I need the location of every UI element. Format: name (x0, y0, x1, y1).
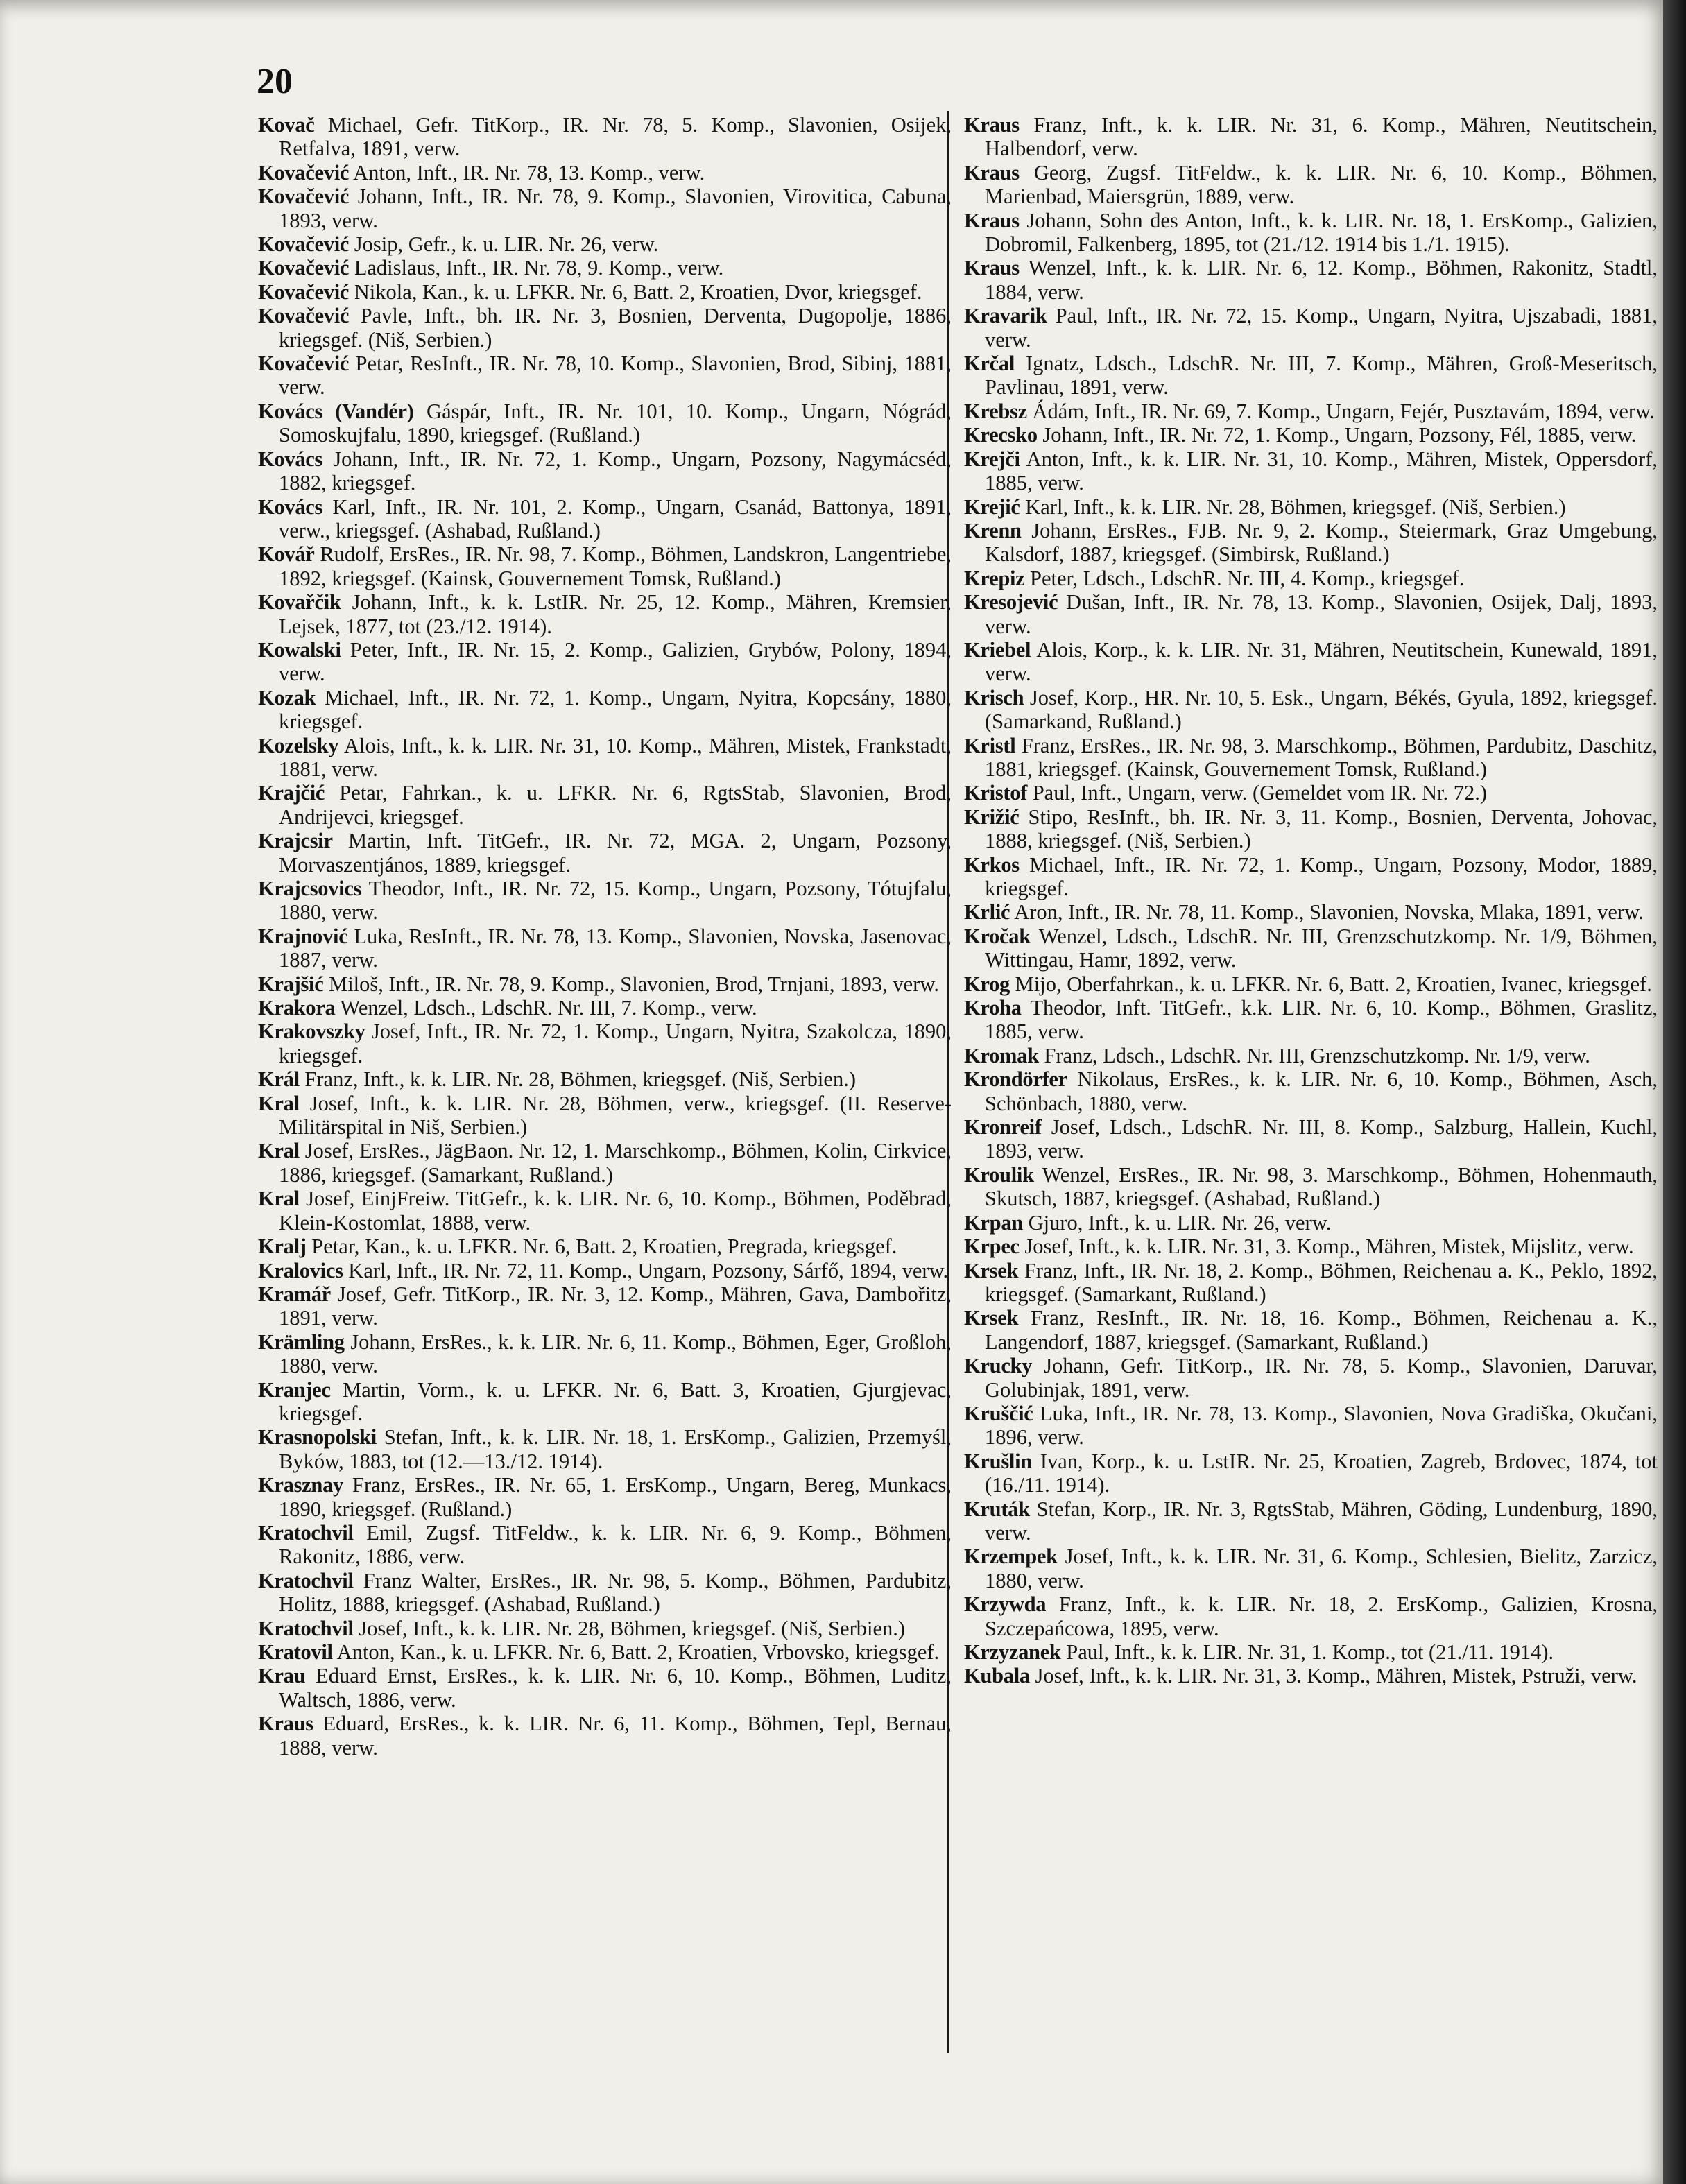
entry-details: Stipo, ResInft., bh. IR. Nr. 3, 11. Komp., Bosnien, Derventa, Johovac, 1888, kriegsgef. (Niš, Serbien.) (985, 805, 1658, 853)
list-entry (258, 1664, 952, 1712)
entry-surname: Kovačević (258, 232, 350, 257)
entry-surname: Kruščić (964, 1401, 1033, 1425)
entry-surname: Krenn (964, 518, 1022, 542)
entry-surname: Kovács (258, 495, 323, 519)
list-entry (964, 1115, 1658, 1163)
list-entry (258, 1235, 952, 1258)
list-entry (258, 1712, 952, 1760)
entry-surname: Krsek (964, 1258, 1019, 1282)
entry-details: Paul, Inft., k. k. LIR. Nr. 31, 1. Komp., tot (21./11. 1914). (1066, 1640, 1554, 1664)
entry-surname: Kratochvil (258, 1568, 354, 1592)
list-entry (258, 1378, 952, 1426)
entry-surname: Krajcsovics (258, 877, 362, 900)
entry-details: Franz, ErsRes., IR. Nr. 98, 3. Marschkomp., Böhmen, Pardubitz, Daschitz, 1881, kriegsgef. (Kainsk, Gouvernement Tomsk, Rußland.) (985, 733, 1658, 781)
entry-details: Johann, ErsRes., k. k. LIR. Nr. 6, 11. Komp., Böhmen, Eger, Großloh, 1880, verw. (279, 1330, 952, 1378)
entry-surname: Krejči (964, 447, 1020, 471)
entry-details: Josef, Ldsch., LdschR. Nr. III, 8. Komp., Salzburg, Hallein, Kuchl, 1893, verw. (985, 1115, 1658, 1163)
entry-details: Stefan, Korp., IR. Nr. 3, RgtsStab, Mähren, Göding, Lundenburg, 1890, verw. (985, 1497, 1658, 1545)
list-entry (258, 638, 952, 686)
entry-details: Peter, Inft., IR. Nr. 15, 2. Komp., Galizien, Grybów, Polony, 1894, verw. (279, 637, 952, 686)
entry-surname: Krucky (964, 1354, 1033, 1378)
entry-details: Mijo, Oberfahrkan., k. u. LFKR. Nr. 6, Batt. 2, Kroatien, Ivanec, kriegsgef. (1015, 972, 1652, 996)
list-entry (964, 1640, 1658, 1664)
entry-surname: Krisch (964, 685, 1024, 710)
entry-details: Johann, Inft., k. k. LstIR. Nr. 25, 12. Komp., Mähren, Kremsier, Lejsek, 1877, tot (23./12. 1914). (279, 590, 952, 638)
list-entry (964, 1163, 1658, 1211)
entry-details: Karl, Inft., IR. Nr. 101, 2. Komp., Ungarn, Csanád, Battonya, 1891, verw., kriegsgef. (Ashabad, Rußland.) (279, 495, 952, 542)
entry-details: Michael, Inft., IR. Nr. 72, 1. Komp., Ungarn, Nyitra, Kopcsány, 1880, kriegsgef. (279, 685, 952, 734)
list-entry (258, 1425, 952, 1473)
entry-surname: Kral (258, 1091, 300, 1115)
list-entry (258, 686, 952, 734)
entry-details: Johann, Inft., IR. Nr. 78, 9. Komp., Slavonien, Virovitica, Cabuna, 1893, verw. (279, 184, 952, 232)
entry-details: Josef, Inft., k. k. LIR. Nr. 31, 6. Komp., Schlesien, Bielitz, Zarzicz, 1880, verw. (985, 1545, 1658, 1592)
list-entry (258, 590, 952, 638)
list-entry (964, 996, 1658, 1044)
entry-details: Aron, Inft., IR. Nr. 78, 11. Komp., Slavonien, Novska, Mlaka, 1891, verw. (1014, 900, 1644, 925)
list-entry (964, 113, 1658, 161)
entry-details: Josef, Inft., k. k. LIR. Nr. 28, Böhmen, verw., kriegsgef. (II. Reserve-Militärspital in Niš, Serbien.) (279, 1091, 952, 1140)
entry-surname: Krasznay (258, 1473, 343, 1497)
list-entry (964, 925, 1658, 972)
entry-details: Ivan, Korp., k. u. LstIR. Nr. 25, Kroatien, Zagreb, Brdovec, 1874, tot (16./11. 1914). (985, 1449, 1658, 1497)
list-entry (964, 567, 1658, 590)
entry-details: Theodor, Inft., IR. Nr. 72, 15. Komp., Ungarn, Pozsony, Tótujfalu, 1880, verw. (279, 877, 952, 925)
list-entry (964, 590, 1658, 638)
entry-surname: Krakora (258, 996, 336, 1020)
list-entry (964, 256, 1658, 304)
entry-details: Wenzel, Inft., k. k. LIR. Nr. 6, 12. Komp., Böhmen, Rakonitz, Stadtl, 1884, verw. (985, 256, 1658, 304)
entry-details: Emil, Zugsf. TitFeldw., k. k. LIR. Nr. 6, 9. Komp., Böhmen, Rakonitz, 1886, verw. (279, 1520, 952, 1569)
list-entry (258, 113, 952, 161)
entry-surname: Kraus (964, 256, 1020, 280)
entry-surname: Kovács (Vandér) (258, 399, 414, 423)
list-entry (258, 1473, 952, 1521)
entry-surname: Krkos (964, 852, 1020, 877)
list-entry (964, 1259, 1658, 1307)
list-entry (258, 447, 952, 495)
list-entry (258, 256, 952, 280)
entry-surname: Kozelsky (258, 733, 339, 757)
right-column (964, 113, 1658, 1688)
entry-details: Luka, Inft., IR. Nr. 78, 13. Komp., Slavonien, Nova Gradiška, Okučani, 1896, verw. (985, 1401, 1658, 1450)
entry-details: Peter, Ldsch., LdschR. Nr. III, 4. Komp., kriegsgef. (1030, 566, 1465, 590)
list-entry (964, 1044, 1658, 1067)
entry-details: Josef, Inft., k. k. LIR. Nr. 31, 3. Komp., Mähren, Mistek, Pstruži, verw. (1035, 1664, 1637, 1688)
entry-details: Franz Walter, ErsRes., IR. Nr. 98, 5. Komp., Böhmen, Pardubitz, Holitz, 1888, kriegsgef. (Ashabad, Rußland.) (279, 1568, 952, 1617)
list-entry (964, 853, 1658, 901)
list-entry (964, 972, 1658, 996)
entry-surname: Kowalski (258, 637, 341, 662)
entry-details: Johann, Inft., IR. Nr. 72, 1. Komp., Ungarn, Pozsony, Nagymácséd, 1882, kriegsgef. (279, 447, 952, 495)
list-entry (258, 829, 952, 877)
entry-details: Pavle, Inft., bh. IR. Nr. 3, Bosnien, Derventa, Dugopolje, 1886, kriegsgef. (Niš, Serbien.) (279, 304, 952, 352)
entry-surname: Kročak (964, 924, 1031, 948)
list-entry (964, 734, 1658, 782)
entry-surname: Kralj (258, 1235, 307, 1259)
entry-details: Ladislaus, Inft., IR. Nr. 78, 9. Komp., verw. (354, 256, 724, 280)
list-entry (258, 877, 952, 925)
entry-details: Petar, Kan., k. u. LFKR. Nr. 6, Batt. 2, Kroatien, Pregrada, kriegsgef. (311, 1235, 897, 1259)
list-entry (964, 399, 1658, 423)
entry-surname: Kravarik (964, 304, 1047, 328)
entry-surname: Krepiz (964, 566, 1025, 590)
entry-details: Dušan, Inft., IR. Nr. 78, 13. Komp., Slavonien, Osijek, Dalj, 1893, verw. (985, 590, 1658, 638)
entry-surname: Kratovil (258, 1640, 333, 1664)
entry-surname: Kovačević (258, 304, 350, 328)
list-entry (258, 1092, 952, 1140)
entry-surname: Krajcsir (258, 829, 333, 853)
entry-details: Karl, Inft., k. k. LIR. Nr. 28, Böhmen, kriegsgef. (Niš, Serbien.) (1025, 495, 1566, 519)
entry-details: Anton, Inft., k. k. LIR. Nr. 31, 10. Komp., Mähren, Mistek, Oppersdorf, 1885, verw. (985, 447, 1658, 495)
entry-details: Wenzel, ErsRes., IR. Nr. 98, 3. Marschkomp., Böhmen, Hohenmauth, Skutsch, 1887, kriegsgef. (Ashabad, Rußland.) (985, 1162, 1658, 1211)
entry-details: Martin, Inft. TitGefr., IR. Nr. 72, MGA. 2, Ungarn, Pozsony, Morvaszentjános, 1889, kriegsgef. (279, 829, 952, 877)
entry-surname: Kovář (258, 542, 315, 567)
list-entry (258, 280, 952, 304)
list-entry (258, 734, 952, 782)
entry-surname: Kubala (964, 1664, 1030, 1688)
list-entry (964, 1354, 1658, 1402)
entry-surname: Kozak (258, 685, 316, 710)
list-entry (964, 495, 1658, 519)
list-entry (258, 304, 952, 352)
list-entry (258, 495, 952, 543)
entry-surname: Kovačević (258, 184, 350, 209)
list-entry (258, 1569, 952, 1617)
list-entry (258, 996, 952, 1020)
entry-surname: Kronreif (964, 1115, 1042, 1140)
entry-details: Stefan, Inft., k. k. LIR. Nr. 18, 1. ErsKomp., Galizien, Przemyśl, Byków, 1883, tot (12.—13./12. 1914). (279, 1425, 952, 1473)
list-entry (258, 184, 952, 232)
entry-surname: Krämling (258, 1330, 345, 1354)
entry-details: Josef, Inft., k. k. LIR. Nr. 31, 3. Komp., Mähren, Mistek, Mijslitz, verw. (1024, 1235, 1634, 1259)
entry-surname: Kratochvil (258, 1520, 354, 1545)
entry-surname: Kovačević (258, 256, 350, 280)
entry-surname: Kristl (964, 733, 1016, 757)
scan-edge-shadow (1663, 0, 1686, 2184)
entry-surname: Kralovics (258, 1258, 343, 1282)
list-entry (964, 304, 1658, 352)
list-entry (964, 423, 1658, 447)
list-entry (258, 1139, 952, 1187)
entry-details: Gjuro, Inft., k. u. LIR. Nr. 26, verw. (1028, 1210, 1332, 1235)
entry-details: Franz, Inft., k. k. LIR. Nr. 28, Böhmen, kriegsgef. (Niš, Serbien.) (304, 1067, 856, 1092)
entry-surname: Krondörfer (964, 1067, 1067, 1092)
entry-surname: Krzyzanek (964, 1640, 1061, 1664)
list-entry (258, 1282, 952, 1330)
list-entry (964, 447, 1658, 495)
list-entry (258, 232, 952, 256)
list-entry (258, 1187, 952, 1235)
list-entry (964, 1067, 1658, 1115)
entry-details: Theodor, Inft. TitGefr., k.k. LIR. Nr. 6, 10. Komp., Böhmen, Graslitz, 1885, verw. (985, 996, 1658, 1044)
entry-surname: Kraus (258, 1712, 313, 1736)
list-entry (258, 1259, 952, 1282)
entry-details: Luka, ResInft., IR. Nr. 78, 13. Komp., Slavonien, Novska, Jasenovac, 1887, verw. (279, 924, 952, 972)
entry-surname: Krpec (964, 1235, 1020, 1259)
list-entry (258, 1020, 952, 1067)
entry-details: Franz, Ldsch., LdschR. Nr. III, Grenzschutzkomp. Nr. 1/9, verw. (1044, 1043, 1590, 1067)
entry-details: Paul, Inft., Ungarn, verw. (Gemeldet vom IR. Nr. 72.) (1032, 781, 1488, 805)
entry-details: Franz, ErsRes., IR. Nr. 65, 1. ErsKomp., Ungarn, Bereg, Munkacs, 1890, kriegsgef. (Rußland.) (279, 1473, 952, 1521)
list-entry (258, 781, 952, 829)
entry-details: Miloš, Inft., IR. Nr. 78, 9. Komp., Slavonien, Brod, Trnjani, 1893, verw. (329, 972, 940, 996)
list-entry (964, 1402, 1658, 1450)
list-entry (258, 399, 952, 447)
list-entry (964, 519, 1658, 567)
entry-details: Johann, Inft., IR. Nr. 72, 1. Komp., Ungarn, Pozsony, Fél, 1885, verw. (1042, 423, 1637, 447)
entry-surname: Kraus (964, 160, 1020, 184)
entry-surname: Krog (964, 972, 1010, 996)
entry-surname: Kraus (964, 113, 1020, 137)
entry-surname: Kovačević (258, 160, 350, 184)
entry-details: Eduard Ernst, ErsRes., k. k. LIR. Nr. 6, 10. Komp., Böhmen, Luditz, Waltsch, 1886, verw. (279, 1664, 952, 1712)
entry-surname: Krčal (964, 352, 1015, 376)
entry-details: Johann, Sohn des Anton, Inft., k. k. LIR. Nr. 18, 1. ErsKomp., Galizien, Dobromil, Falkenberg, 1895, tot (21./12. 1914 bis 1./1. 1915). (985, 208, 1658, 257)
entry-surname: Kriebel (964, 637, 1031, 662)
list-entry (964, 1497, 1658, 1545)
entry-surname: Kruták (964, 1497, 1030, 1521)
list-entry (964, 1235, 1658, 1258)
entry-surname: Krzempek (964, 1545, 1058, 1569)
entry-details: Anton, Kan., k. u. LFKR. Nr. 6, Batt. 2, Kroatien, Vrbovsko, kriegsgef. (336, 1640, 940, 1664)
list-entry (964, 686, 1658, 734)
entry-details: Karl, Inft., IR. Nr. 72, 11. Komp., Ungarn, Pozsony, Sárfő, 1894, verw. (348, 1258, 949, 1282)
list-entry (258, 1617, 952, 1640)
entry-surname: Kratochvil (258, 1616, 354, 1640)
entry-surname: Kramář (258, 1282, 331, 1306)
entry-surname: Krzywda (964, 1592, 1047, 1617)
entry-details: Georg, Zugsf. TitFeldw., k. k. LIR. Nr. 6, 10. Komp., Böhmen, Marienbad, Maiersgrün, 1889, verw. (985, 160, 1658, 209)
list-entry (964, 1450, 1658, 1497)
entry-details: Nikola, Kan., k. u. LFKR. Nr. 6, Batt. 2, Kroatien, Dvor, kriegsgef. (354, 280, 922, 304)
entry-details: Franz, Inft., k. k. LIR. Nr. 18, 2. ErsKomp., Galizien, Krosna, Szczepańcowa, 1895, verw. (985, 1592, 1658, 1640)
entry-surname: Krušlin (964, 1449, 1032, 1473)
entry-surname: Krasnopolski (258, 1425, 377, 1450)
list-entry (258, 352, 952, 399)
entry-details: Rudolf, ErsRes., IR. Nr. 98, 7. Komp., Böhmen, Landskron, Langentriebe, 1892, kriegsgef. (Kainsk, Gouvernement Tomsk, Rußland.) (279, 542, 952, 590)
list-entry (964, 1592, 1658, 1640)
entry-surname: Kovačević (258, 280, 350, 304)
left-column (258, 113, 952, 1760)
entry-surname: Krebsz (964, 399, 1027, 423)
entry-details: Josef, Gefr. TitKorp., IR. Nr. 3, 12. Komp., Mähren, Gava, Dambořitz, 1891, verw. (279, 1282, 952, 1330)
entry-surname: Krajčić (258, 781, 325, 805)
entry-details: Nikolaus, ErsRes., k. k. LIR. Nr. 6, 10. Komp., Böhmen, Asch, Schönbach, 1880, verw. (985, 1067, 1658, 1115)
entry-surname: Krakovszky (258, 1020, 365, 1044)
list-entry (258, 542, 952, 590)
entry-surname: Krajšić (258, 972, 324, 996)
entry-details: Gáspár, Inft., IR. Nr. 101, 10. Komp., Ungarn, Nógrád, Somoskujfalu, 1890, kriegsgef. (Rußland.) (279, 399, 952, 447)
entry-details: Wenzel, Ldsch., LdschR. Nr. III, Grenzschutzkomp. Nr. 1/9, Böhmen, Wittingau, Hamr, 1892, verw. (985, 924, 1658, 972)
entry-details: Josef, Inft., k. k. LIR. Nr. 28, Böhmen, kriegsgef. (Niš, Serbien.) (359, 1616, 906, 1640)
entry-surname: Krau (258, 1664, 306, 1688)
entry-details: Josef, EinjFreiw. TitGefr., k. k. LIR. Nr. 6, 10. Komp., Böhmen, Poděbrad, Klein-Kostomlat, 1888, verw. (279, 1187, 952, 1235)
entry-details: Alois, Korp., k. k. LIR. Nr. 31, Mähren, Neutitschein, Kunewald, 1891, verw. (985, 637, 1658, 686)
entry-details: Johann, ErsRes., FJB. Nr. 9, 2. Komp., Steiermark, Graz Umgebung, Kalsdorf, 1887, kriegsgef. (Simbirsk, Rußland.) (985, 518, 1658, 567)
entry-surname: Kovačević (258, 352, 350, 376)
entry-surname: Krejić (964, 495, 1020, 519)
entry-surname: Kovač (258, 113, 315, 137)
entry-details: Josef, ErsRes., JägBaon. Nr. 12, 1. Marschkomp., Böhmen, Kolin, Cirkvice, 1886, kriegsgef. (Samarkant, Rußland.) (279, 1139, 952, 1187)
entry-surname: Kristof (964, 781, 1028, 805)
entry-details: Ignatz, Ldsch., LdschR. Nr. III, 7. Komp., Mähren, Groß-Meseritsch, Pavlinau, 1891, verw. (985, 352, 1658, 399)
entry-surname: Kroha (964, 996, 1022, 1020)
list-entry (964, 161, 1658, 209)
entry-surname: Král (258, 1067, 300, 1092)
entry-details: Eduard, ErsRes., k. k. LIR. Nr. 6, 11. Komp., Böhmen, Tepl, Bernau, 1888, verw. (279, 1712, 952, 1760)
list-entry (258, 972, 952, 996)
entry-surname: Križić (964, 805, 1020, 829)
list-entry (258, 925, 952, 972)
list-entry (964, 1664, 1658, 1687)
entry-details: Martin, Vorm., k. u. LFKR. Nr. 6, Batt. 3, Kroatien, Gjurgjevac, kriegsgef. (279, 1377, 952, 1425)
list-entry (258, 161, 952, 184)
entry-surname: Kral (258, 1187, 300, 1211)
entry-surname: Kral (258, 1139, 300, 1163)
entry-surname: Krlić (964, 900, 1010, 925)
entry-details: Josef, Inft., IR. Nr. 72, 1. Komp., Ungarn, Nyitra, Szakolcza, 1890, kriegsgef. (279, 1020, 952, 1067)
entry-surname: Krecsko (964, 423, 1038, 447)
entry-details: Paul, Inft., IR. Nr. 72, 15. Komp., Ungarn, Nyitra, Ujszabadi, 1881, verw. (985, 304, 1658, 352)
entry-details: Franz, ResInft., IR. Nr. 18, 16. Komp., Böhmen, Reichenau a. K., Langendorf, 1887, kriegsgef. (Samarkant, Rußland.) (985, 1306, 1658, 1354)
list-entry (964, 352, 1658, 399)
entry-surname: Kranjec (258, 1377, 331, 1402)
entry-surname: Krpan (964, 1210, 1023, 1235)
entry-surname: Kovařčik (258, 590, 341, 614)
list-entry (258, 1640, 952, 1664)
entry-details: Josef, Korp., HR. Nr. 10, 5. Esk., Ungarn, Békés, Gyula, 1892, kriegsgef. (Samarkand, Rußland.) (985, 685, 1658, 734)
entry-details: Josip, Gefr., k. u. LIR. Nr. 26, verw. (354, 232, 659, 257)
entry-details: Petar, ResInft., IR. Nr. 78, 10. Komp., Slavonien, Brod, Sibinj, 1881, verw. (279, 352, 952, 399)
list-entry (964, 1306, 1658, 1354)
entry-details: Wenzel, Ldsch., LdschR. Nr. III, 7. Komp., verw. (340, 996, 757, 1020)
list-entry (964, 1545, 1658, 1592)
entry-surname: Kromak (964, 1043, 1039, 1067)
list-entry (964, 209, 1658, 257)
list-entry (964, 900, 1658, 924)
entry-details: Ádám, Inft., IR. Nr. 69, 7. Komp., Ungarn, Fejér, Pusztavám, 1894, verw. (1032, 399, 1655, 423)
entry-surname: Krajnović (258, 924, 348, 948)
entry-details: Anton, Inft., IR. Nr. 78, 13. Komp., verw. (353, 160, 705, 184)
entry-details: Franz, Inft., IR. Nr. 18, 2. Komp., Böhmen, Reichenau a. K., Peklo, 1892, kriegsgef. (Samarkant, Rußland.) (985, 1258, 1658, 1306)
entry-details: Petar, Fahrkan., k. u. LFKR. Nr. 6, RgtsStab, Slavonien, Brod, Andrijevci, kriegsgef. (279, 781, 952, 829)
list-entry (964, 805, 1658, 853)
list-entry (258, 1330, 952, 1378)
entry-details: Michael, Gefr. TitKorp., IR. Nr. 78, 5. Komp., Slavonien, Osijek, Retfalva, 1891, verw. (279, 113, 952, 161)
list-entry (964, 638, 1658, 686)
entry-details: Alois, Inft., k. k. LIR. Nr. 31, 10. Komp., Mähren, Mistek, Frankstadt, 1881, verw. (279, 733, 952, 781)
list-entry (964, 781, 1658, 805)
entry-details: Michael, Inft., IR. Nr. 72, 1. Komp., Ungarn, Pozsony, Modor, 1889, kriegsgef. (985, 852, 1658, 900)
entry-surname: Kroulik (964, 1162, 1034, 1187)
entry-details: Johann, Gefr. TitKorp., IR. Nr. 78, 5. Komp., Slavonien, Daruvar, Golubinjak, 1891, verw. (985, 1354, 1658, 1402)
list-entry (964, 1211, 1658, 1235)
entry-surname: Krsek (964, 1306, 1019, 1330)
page-number: 20 (257, 62, 293, 101)
list-entry (258, 1067, 952, 1091)
entry-surname: Kraus (964, 208, 1020, 232)
list-entry (258, 1521, 952, 1569)
entry-surname: Kresojević (964, 590, 1058, 614)
entry-surname: Kovács (258, 447, 323, 471)
entry-details: Franz, Inft., k. k. LIR. Nr. 31, 6. Komp., Mähren, Neutitschein, Halbendorf, verw. (985, 113, 1658, 161)
